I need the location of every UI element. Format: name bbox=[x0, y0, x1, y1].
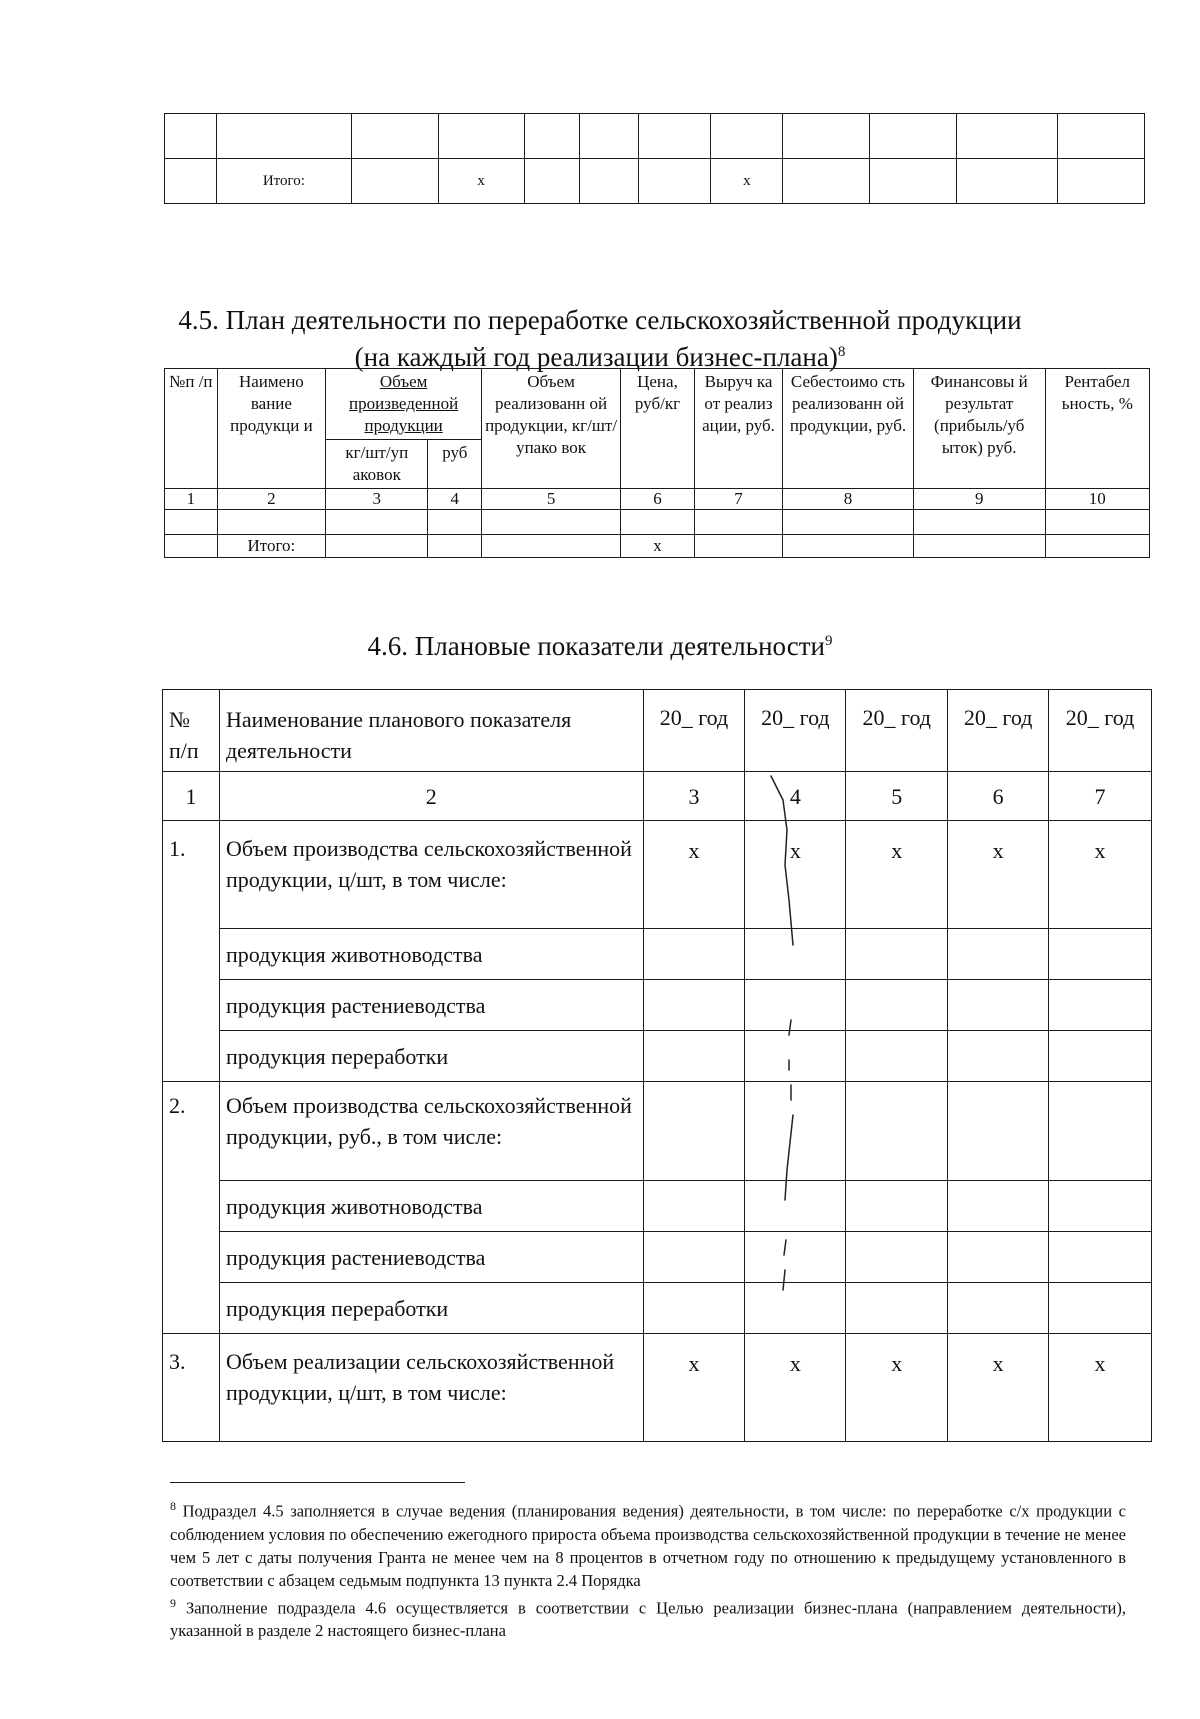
x-mark: х bbox=[745, 821, 846, 929]
col-header-indicator: Наименование планового показателя деятельности bbox=[219, 690, 643, 772]
total-label: Итого: bbox=[217, 535, 325, 558]
x-mark: х bbox=[745, 1334, 846, 1442]
indicator-label: продукция растениеводства bbox=[219, 980, 643, 1031]
col-header-num: № п/п bbox=[163, 690, 220, 772]
footnote-ref: 8 bbox=[170, 1499, 176, 1513]
x-mark: х bbox=[1049, 1334, 1152, 1442]
x-mark: х bbox=[846, 1334, 948, 1442]
x-mark: х bbox=[620, 535, 694, 558]
column-number: 7 bbox=[1049, 772, 1152, 821]
table-row bbox=[163, 1031, 1152, 1082]
column-number: 2 bbox=[217, 489, 325, 510]
footnote-9 bbox=[170, 1592, 1126, 1643]
footnote-divider bbox=[170, 1482, 465, 1483]
pen-stroke-mark bbox=[765, 770, 805, 1320]
col-header-cost: Себестоимо сть реализованн ой продукции, руб. bbox=[783, 369, 914, 489]
continuation-table bbox=[164, 113, 1145, 204]
column-number: 3 bbox=[326, 489, 428, 510]
row-number: 2. bbox=[163, 1082, 220, 1334]
col-header-result: Финансовы й результат (прибыль/уб ыток) руб. bbox=[913, 369, 1045, 489]
column-number: 6 bbox=[948, 772, 1049, 821]
footnote-text: Заполнение подраздела 4.6 осуществляется в соответствии с Целью реализации бизнес-плана (направлением деятельности), указанной в разделе 2 настоящего бизнес-плана bbox=[170, 1598, 1126, 1640]
table-row bbox=[163, 929, 1152, 980]
column-number: 8 bbox=[783, 489, 914, 510]
col-header-num: №п /п bbox=[165, 369, 218, 489]
x-mark: х bbox=[438, 159, 524, 204]
column-number: 7 bbox=[694, 489, 782, 510]
col-header-price: Цена, руб/кг bbox=[620, 369, 694, 489]
col-header-name: Наимено вание продукци и bbox=[217, 369, 325, 489]
col-header-volume-sold: Объем реализованн ой продукции, кг/шт/упако вок bbox=[482, 369, 621, 489]
table-row bbox=[163, 1283, 1152, 1334]
col-header-year: 20_ год bbox=[948, 690, 1049, 772]
total-row bbox=[165, 535, 1150, 558]
x-mark: х bbox=[948, 821, 1049, 929]
header-row bbox=[163, 690, 1152, 772]
total-row bbox=[165, 159, 1145, 204]
table-row bbox=[163, 821, 1152, 929]
column-number: 4 bbox=[428, 489, 482, 510]
indicator-label: продукция переработки bbox=[219, 1283, 643, 1334]
section-46-title: 4.6. Плановые показатели деятельности$^9$ bbox=[367, 631, 833, 661]
column-number: 10 bbox=[1045, 489, 1149, 510]
col-header-kg: кг/шт/уп аковок bbox=[326, 440, 428, 489]
table-row bbox=[163, 980, 1152, 1031]
x-mark: х bbox=[643, 1334, 745, 1442]
processing-plan-table bbox=[164, 368, 1150, 558]
column-number: 5 bbox=[482, 489, 621, 510]
table-row bbox=[163, 1082, 1152, 1181]
column-numbers-row bbox=[163, 772, 1152, 821]
planned-indicators-table bbox=[162, 689, 1152, 1442]
column-number: 4 bbox=[745, 772, 846, 821]
col-header-year: 20_ год bbox=[1049, 690, 1152, 772]
col-header-year: 20_ год bbox=[745, 690, 846, 772]
indicator-label: продукция животноводства bbox=[219, 929, 643, 980]
table-row bbox=[165, 114, 1145, 159]
column-numbers-row bbox=[165, 489, 1150, 510]
indicator-label: Объем производства сельскохозяйственной продукции, руб., в том числе: bbox=[219, 1082, 643, 1181]
row-number: 3. bbox=[163, 1334, 220, 1442]
footnote-ref: 9 bbox=[824, 633, 833, 649]
indicator-label: продукция растениеводства bbox=[219, 1232, 643, 1283]
table-row bbox=[163, 1334, 1152, 1442]
indicator-label: Объем производства сельскохозяйственной продукции, ц/шт, в том числе: bbox=[219, 821, 643, 929]
col-header-year: 20_ год bbox=[846, 690, 948, 772]
col-header-profitability: Рентабел ьность, % bbox=[1045, 369, 1149, 489]
footnote-8 bbox=[170, 1495, 1126, 1592]
x-mark: х bbox=[948, 1334, 1049, 1442]
table-row bbox=[165, 510, 1150, 535]
section-45-subtitle: (на каждый год реализации бизнес-плана)$^8$ bbox=[354, 342, 846, 372]
indicator-label: продукция животноводства bbox=[219, 1181, 643, 1232]
section-45-title: 4.5. План деятельности по переработке сельскохозяйственной продукции bbox=[178, 305, 1022, 335]
header-row bbox=[165, 369, 1150, 440]
indicator-label: продукция переработки bbox=[219, 1031, 643, 1082]
x-mark: х bbox=[1049, 821, 1152, 929]
column-number: 3 bbox=[643, 772, 745, 821]
footnotes bbox=[170, 1495, 1126, 1642]
col-header-year: 20_ год bbox=[643, 690, 745, 772]
table-row bbox=[163, 1232, 1152, 1283]
x-mark: х bbox=[711, 159, 783, 204]
column-number: 9 bbox=[913, 489, 1045, 510]
column-number: 2 bbox=[219, 772, 643, 821]
footnote-ref: 9 bbox=[170, 1595, 176, 1610]
column-number: 1 bbox=[163, 772, 220, 821]
x-mark: х bbox=[643, 821, 745, 929]
table-row bbox=[163, 1181, 1152, 1232]
column-number: 6 bbox=[620, 489, 694, 510]
col-header-volume-produced: Объем произведенной продукции bbox=[326, 369, 482, 440]
total-label: Итого: bbox=[216, 159, 351, 204]
column-number: 1 bbox=[165, 489, 218, 510]
row-number: 1. bbox=[163, 821, 220, 1082]
column-number: 5 bbox=[846, 772, 948, 821]
indicator-label: Объем реализации сельскохозяйственной продукции, ц/шт, в том числе: bbox=[219, 1334, 643, 1442]
x-mark: х bbox=[846, 821, 948, 929]
footnote-ref: 8 bbox=[837, 344, 846, 360]
col-header-rub: руб bbox=[428, 440, 482, 489]
col-header-revenue: Выруч ка от реализ ации, руб. bbox=[694, 369, 782, 489]
footnote-text: Подраздел 4.5 заполняется в случае ведения (планирования ведения) деятельности, в том числе: по переработке с/х продукции с соблюдением условия по обеспечению ежегодного прироста объема производства сельскохозяйственной продукции в течение не менее чем 5 лет с даты получения Гранта не менее чем на 8 процентов в отчетном году по отношению к предыдущему установленного в соответствии с абзацем седьмым подпункта 13 пункта 2.4 Порядка bbox=[170, 1501, 1127, 1590]
